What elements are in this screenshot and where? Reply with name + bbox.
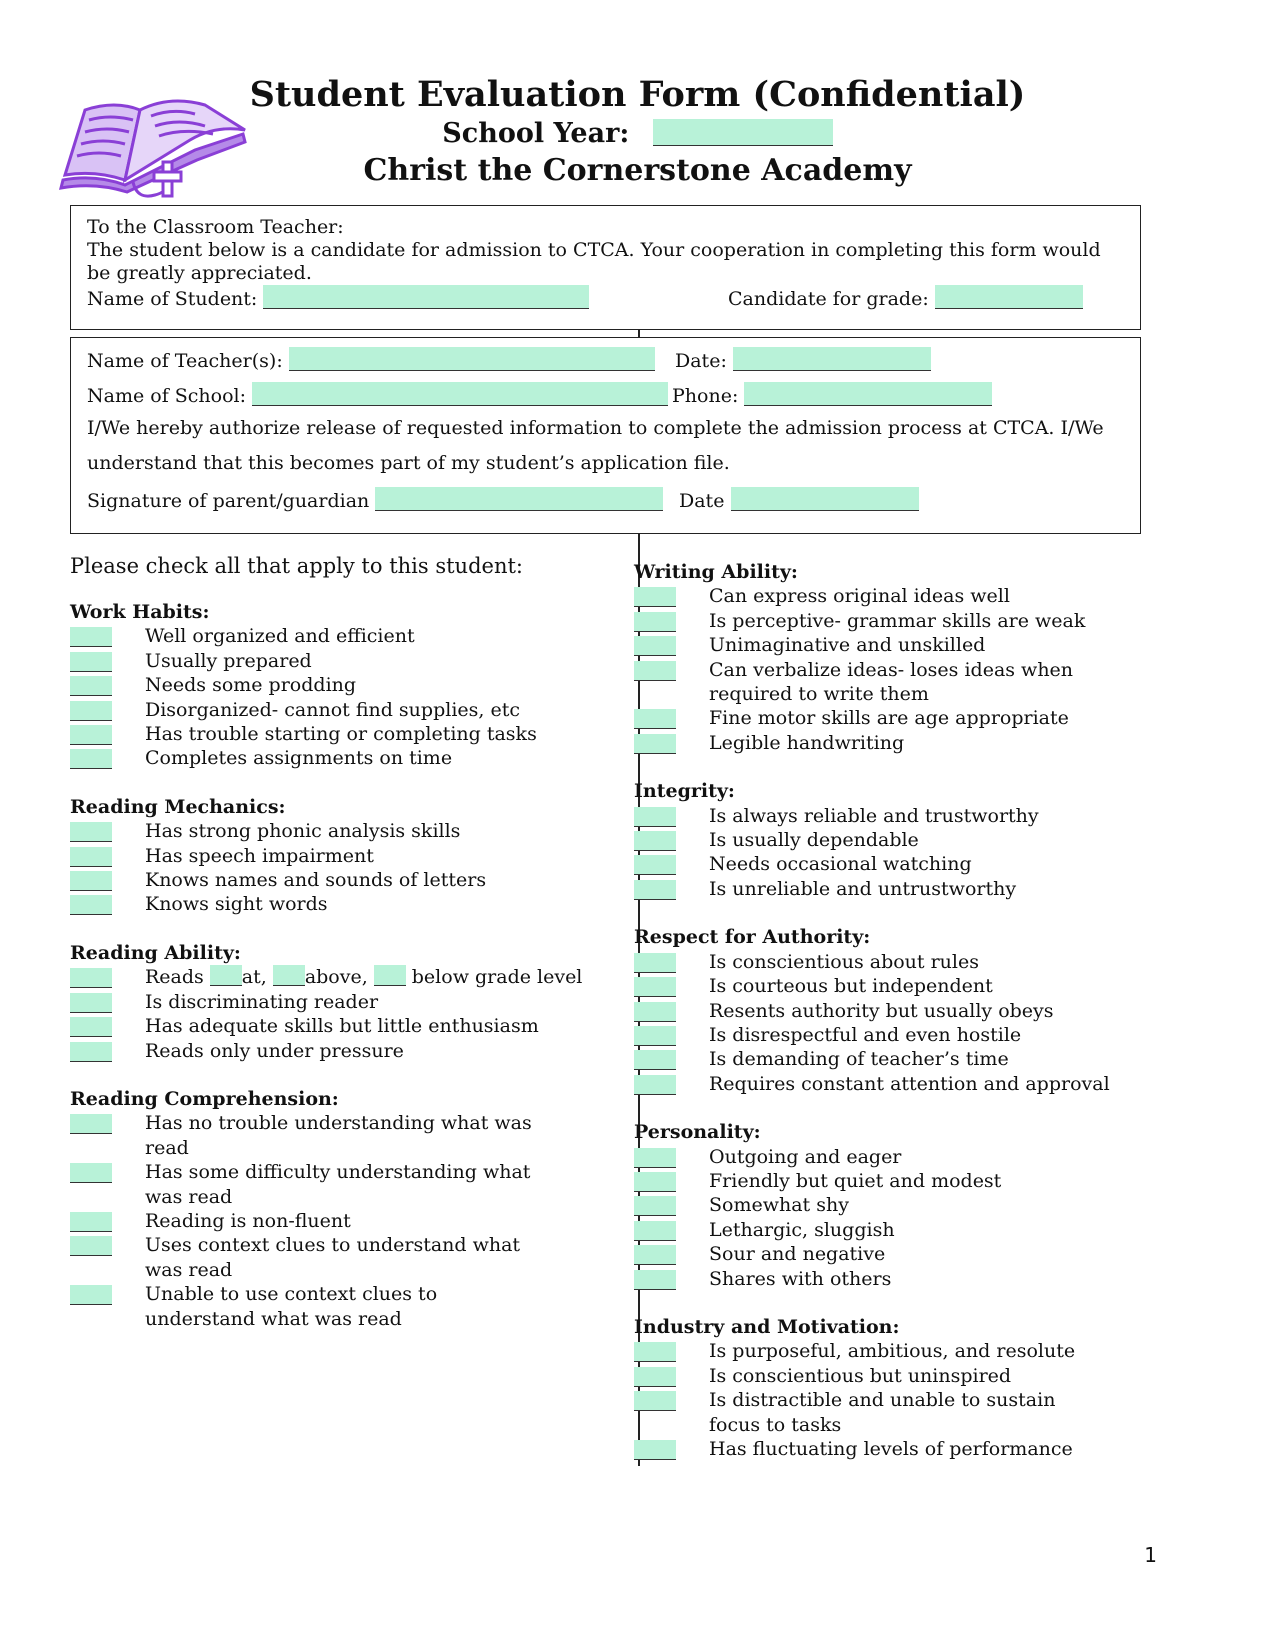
authorization-line1: I/We hereby authorize release of requested information to complete the admission process at CTCA. I/We xyxy=(87,417,1104,439)
checklist-item xyxy=(70,1282,615,1331)
checklist-item xyxy=(634,658,1214,707)
checklist-item xyxy=(70,649,615,673)
checkbox-blank[interactable] xyxy=(634,1270,676,1290)
checklist-item-label: Is conscientious but uninspired xyxy=(709,1364,1012,1387)
checklist-item-label: Disorganized- cannot find supplies, etc xyxy=(145,698,520,721)
section-reading-comprehension xyxy=(70,1087,615,1331)
student-name-label: Name of Student: xyxy=(87,288,258,310)
section-respect-for-authority xyxy=(634,925,1214,1096)
checklist-item xyxy=(634,1072,1214,1096)
checklist-item-label: Reads only under pressure xyxy=(145,1039,404,1062)
checkbox-blank[interactable] xyxy=(634,661,676,681)
intro-text-line1: The student below is a candidate for admission to CTCA. Your cooperation in completing this form would xyxy=(87,239,1101,261)
checklist-item xyxy=(634,1169,1214,1193)
teacher-box xyxy=(70,337,1141,534)
checklist-item-label: Knows sight words xyxy=(145,893,328,916)
left-column xyxy=(70,552,615,1331)
signature-field[interactable] xyxy=(375,487,663,511)
checklist-item xyxy=(70,1209,615,1233)
section-gap xyxy=(70,771,615,795)
checklist-item-label: Is courteous but independent xyxy=(709,975,993,998)
checklist-item xyxy=(634,1023,1214,1047)
checkbox-blank[interactable] xyxy=(634,855,676,875)
section-reading-ability xyxy=(70,941,615,1063)
section-title: Reading Comprehension: xyxy=(70,1087,339,1110)
checkbox-blank[interactable] xyxy=(634,953,676,973)
checklist-item xyxy=(70,868,615,892)
checklist-item-label: Can verbalize ideas- loses ideas when xyxy=(709,658,1074,681)
teacher-date-field[interactable] xyxy=(733,347,931,371)
checkbox-blank[interactable] xyxy=(634,709,676,729)
section-reading-mechanics xyxy=(70,795,615,917)
checkbox-blank[interactable] xyxy=(70,1042,112,1062)
page-number: 1 xyxy=(1144,1543,1157,1567)
checklist-item xyxy=(70,819,615,843)
intro-greeting: To the Classroom Teacher: xyxy=(87,216,344,238)
checklist-item-label: focus to tasks xyxy=(709,1413,842,1436)
school-name-field[interactable] xyxy=(252,382,668,406)
checkbox-blank[interactable] xyxy=(634,636,676,656)
teacher-name-field[interactable] xyxy=(289,347,655,371)
checklist-item xyxy=(634,1047,1214,1071)
checklist-item-label: Has trouble starting or completing tasks xyxy=(145,723,537,746)
section-gap xyxy=(634,1291,1214,1315)
checkbox-blank[interactable] xyxy=(634,734,676,754)
checklist-item xyxy=(634,1364,1214,1388)
phone-field[interactable] xyxy=(744,382,992,406)
checklist-item xyxy=(70,673,615,697)
checkbox-blank[interactable] xyxy=(634,1342,676,1362)
checklist-item xyxy=(634,731,1214,755)
checklist-item-label: understand what was read xyxy=(145,1307,402,1330)
checklist-item xyxy=(634,1339,1214,1363)
checklist-item-label: Is distractible and unable to sustain xyxy=(709,1389,1056,1412)
checkbox-blank[interactable] xyxy=(634,977,676,997)
checkbox-blank[interactable] xyxy=(634,1221,676,1241)
checklist-item xyxy=(634,999,1214,1023)
checklist-item-label: Knows names and sounds of letters xyxy=(145,869,487,892)
checklist-item xyxy=(634,1145,1214,1169)
checklist-item-label: was read xyxy=(145,1258,233,1281)
checklist-item xyxy=(70,1039,615,1063)
checklist-item xyxy=(634,1267,1214,1291)
teacher-name-label: Name of Teacher(s): xyxy=(87,350,283,372)
checklist-item-label: Is discriminating reader xyxy=(145,990,379,1013)
checklist-item xyxy=(634,609,1214,633)
checklist-item-label: Has speech impairment xyxy=(145,844,374,867)
checkbox-blank[interactable] xyxy=(634,831,676,851)
form-title: Student Evaluation Form (Confidential) xyxy=(249,74,1026,115)
checklist-item xyxy=(634,1437,1214,1461)
teacher-date-label: Date: xyxy=(675,350,727,372)
checkbox-blank[interactable] xyxy=(634,1002,676,1022)
signature-date-row xyxy=(679,487,919,512)
checklist-item xyxy=(70,1160,615,1209)
candidate-grade-row xyxy=(728,285,1083,310)
checkbox-blank[interactable] xyxy=(70,749,112,769)
checklist-item-label: Legible handwriting xyxy=(709,731,905,754)
section-gap xyxy=(634,755,1214,779)
checklist-item-label: Has adequate skills but little enthusiasm xyxy=(145,1015,539,1038)
checklist-item-label: read xyxy=(145,1136,189,1159)
checklist-item xyxy=(70,722,615,746)
reads-grade-level-item xyxy=(70,965,615,989)
section-gap xyxy=(70,1063,615,1087)
below-label: below grade level xyxy=(411,966,583,989)
section-gap xyxy=(634,901,1214,925)
checkbox-blank[interactable] xyxy=(634,1196,676,1216)
section-title: Reading Mechanics: xyxy=(70,795,286,818)
checkbox-blank[interactable] xyxy=(70,652,112,672)
checkbox-blank[interactable] xyxy=(634,807,676,827)
column-divider-tick xyxy=(638,330,640,337)
checklist-item-label: Is disrespectful and even hostile xyxy=(709,1023,1022,1046)
section-title: Work Habits: xyxy=(70,601,210,623)
checklist-item xyxy=(634,706,1214,730)
checklist-item xyxy=(634,633,1214,657)
checklist-item-label: Fine motor skills are age appropriate xyxy=(709,707,1069,730)
checklist-item-label: Has strong phonic analysis skills xyxy=(145,820,461,843)
checklist-item xyxy=(70,1111,615,1160)
reads-label: Reads xyxy=(145,966,204,989)
school-year-row xyxy=(0,118,1275,149)
checklist-item-label: Friendly but quiet and modest xyxy=(709,1169,1002,1192)
checkbox-blank[interactable] xyxy=(70,627,112,647)
checkbox-blank[interactable] xyxy=(634,1245,676,1265)
checklist-item-label: Is unreliable and untrustworthy xyxy=(709,877,1017,900)
checklist-item-label: Is perceptive- grammar skills are weak xyxy=(709,609,1086,632)
right-column xyxy=(634,560,1214,1461)
teacher-name-row xyxy=(87,347,655,372)
section-title: Industry and Motivation: xyxy=(634,1315,900,1338)
checklist-item-label: Completes assignments on time xyxy=(145,747,453,770)
section-integrity xyxy=(634,779,1214,901)
checklist-item-label: Lethargic, sluggish xyxy=(709,1218,895,1241)
checkbox-blank[interactable] xyxy=(634,1367,676,1387)
right-sections xyxy=(634,560,1214,1461)
checkbox-blank[interactable] xyxy=(70,1236,112,1256)
checklist-item-label: Sour and negative xyxy=(709,1243,886,1266)
checkbox-blank[interactable] xyxy=(634,1440,676,1460)
checklist-item-label: Shares with others xyxy=(709,1267,892,1290)
checklist-item xyxy=(70,1233,615,1282)
checkbox-blank[interactable] xyxy=(70,1114,112,1134)
checklist-item xyxy=(70,698,615,722)
checklist-item-label: was read xyxy=(145,1185,233,1208)
checklist-item xyxy=(634,1388,1214,1437)
checkbox-blank[interactable] xyxy=(70,871,112,891)
checklist-item-label: Is conscientious about rules xyxy=(709,950,979,973)
checklist-item-label: Unable to use context clues to xyxy=(145,1283,438,1306)
signature-label: Signature of parent/guardian xyxy=(87,490,370,512)
checklist-item xyxy=(70,844,615,868)
checklist-item-label: Needs some prodding xyxy=(145,674,357,697)
section-title: Writing Ability: xyxy=(634,561,798,583)
checkbox-blank[interactable] xyxy=(70,895,112,915)
checklist-item-label: Somewhat shy xyxy=(709,1194,849,1217)
checklist-item xyxy=(634,852,1214,876)
checklist-item-label: Can express original ideas well xyxy=(709,585,1010,608)
section-work-habits xyxy=(70,600,615,771)
checklist-item xyxy=(634,950,1214,974)
checklist-item-label: Resents authority but usually obeys xyxy=(709,999,1054,1022)
checklist-item-label: Has some difficulty understanding what xyxy=(145,1161,531,1184)
checklist-item-label: Well organized and efficient xyxy=(145,625,415,648)
checkbox-blank[interactable] xyxy=(70,968,112,988)
school-name-label: Name of School: xyxy=(87,385,247,407)
phone-label: Phone: xyxy=(672,385,739,407)
checkbox-blank[interactable] xyxy=(634,1050,676,1070)
checkbox-blank[interactable] xyxy=(70,1285,112,1305)
at-label: at, xyxy=(241,966,267,989)
checklist-item xyxy=(70,746,615,770)
school-name: Christ the Cornerstone Academy xyxy=(363,153,912,188)
checklist-item xyxy=(70,624,615,648)
checklist-item xyxy=(70,990,615,1014)
above-grade-blank[interactable] xyxy=(273,965,305,986)
checkbox-blank[interactable] xyxy=(70,1212,112,1232)
checklist-item-label: Outgoing and eager xyxy=(709,1145,902,1168)
checklist-item-label: Is demanding of teacher’s time xyxy=(709,1048,1009,1071)
checklist-item-label: Uses context clues to understand what xyxy=(145,1234,521,1257)
checklist-item xyxy=(634,1218,1214,1242)
checkbox-blank[interactable] xyxy=(70,725,112,745)
section-title: Respect for Authority: xyxy=(634,926,871,949)
checkbox-blank[interactable] xyxy=(634,880,676,900)
checkbox-blank[interactable] xyxy=(634,1026,676,1046)
student-name-row xyxy=(87,285,589,310)
section-gap xyxy=(70,917,615,941)
checkbox-blank[interactable] xyxy=(634,612,676,632)
check-prompt: Please check all that apply to this student: xyxy=(70,554,523,578)
student-name-field[interactable] xyxy=(263,285,589,309)
section-title: Reading Ability: xyxy=(70,941,241,964)
checklist-item-label: Is usually dependable xyxy=(709,829,919,852)
checklist-item xyxy=(634,974,1214,998)
school-year-label: School Year: xyxy=(442,118,630,149)
checkbox-blank[interactable] xyxy=(70,1017,112,1037)
checklist-item-label: Is purposeful, ambitious, and resolute xyxy=(709,1340,1076,1363)
checklist-item-label: Reading is non-fluent xyxy=(145,1209,351,1232)
checklist-item xyxy=(634,804,1214,828)
checklist-item xyxy=(634,828,1214,852)
checkbox-blank[interactable] xyxy=(70,701,112,721)
intro-box xyxy=(70,205,1141,330)
section-industry-and-motivation xyxy=(634,1315,1214,1461)
signature-row xyxy=(87,487,663,512)
checkbox-blank[interactable] xyxy=(70,822,112,842)
checklist-item-label: Needs occasional watching xyxy=(709,853,972,876)
checkbox-blank[interactable] xyxy=(634,1148,676,1168)
candidate-grade-label: Candidate for grade: xyxy=(728,288,929,310)
checklist-item xyxy=(634,1242,1214,1266)
checkbox-blank[interactable] xyxy=(634,1172,676,1192)
section-title: Personality: xyxy=(634,1121,761,1144)
section-title: Integrity: xyxy=(634,780,735,803)
signature-date-field[interactable] xyxy=(731,487,919,511)
section-gap xyxy=(634,1096,1214,1120)
checkbox-blank[interactable] xyxy=(70,1163,112,1183)
at-grade-blank[interactable] xyxy=(210,965,242,986)
checklist-item-label: required to write them xyxy=(709,683,929,706)
checklist-item-label: Has fluctuating levels of performance xyxy=(709,1438,1073,1460)
checklist-item xyxy=(70,892,615,916)
intro-text-line2: be greatly appreciated. xyxy=(87,262,312,284)
school-year-field[interactable] xyxy=(653,119,833,146)
authorization-line2: understand that this becomes part of my student’s application file. xyxy=(87,452,730,474)
section-personality xyxy=(634,1120,1214,1291)
teacher-date-row xyxy=(675,347,931,372)
below-grade-blank[interactable] xyxy=(374,965,406,986)
checkbox-blank[interactable] xyxy=(634,587,676,607)
checklist-item xyxy=(634,877,1214,901)
checklist-item xyxy=(70,1014,615,1038)
checklist-item-label: Usually prepared xyxy=(145,649,312,672)
checklist-item xyxy=(634,1193,1214,1217)
above-label: above, xyxy=(304,966,368,989)
checkbox-blank[interactable] xyxy=(70,847,112,867)
school-name-row xyxy=(87,382,668,407)
phone-row xyxy=(672,382,992,407)
signature-date-label: Date xyxy=(679,490,725,512)
checkbox-blank[interactable] xyxy=(70,993,112,1013)
left-sections xyxy=(70,600,615,1331)
checklist-item xyxy=(634,584,1214,608)
checklist-item-label: Unimaginative and unskilled xyxy=(709,634,986,657)
checkbox-blank[interactable] xyxy=(634,1075,676,1095)
checkbox-blank[interactable] xyxy=(634,1391,676,1411)
section-writing-ability xyxy=(634,560,1214,755)
checklist-item-label: Is always reliable and trustworthy xyxy=(709,804,1039,827)
checkbox-blank[interactable] xyxy=(70,676,112,696)
candidate-grade-field[interactable] xyxy=(935,285,1083,309)
checklist-item-label: Has no trouble understanding what was xyxy=(145,1112,532,1135)
checklist-item-label: Requires constant attention and approval xyxy=(709,1072,1110,1095)
